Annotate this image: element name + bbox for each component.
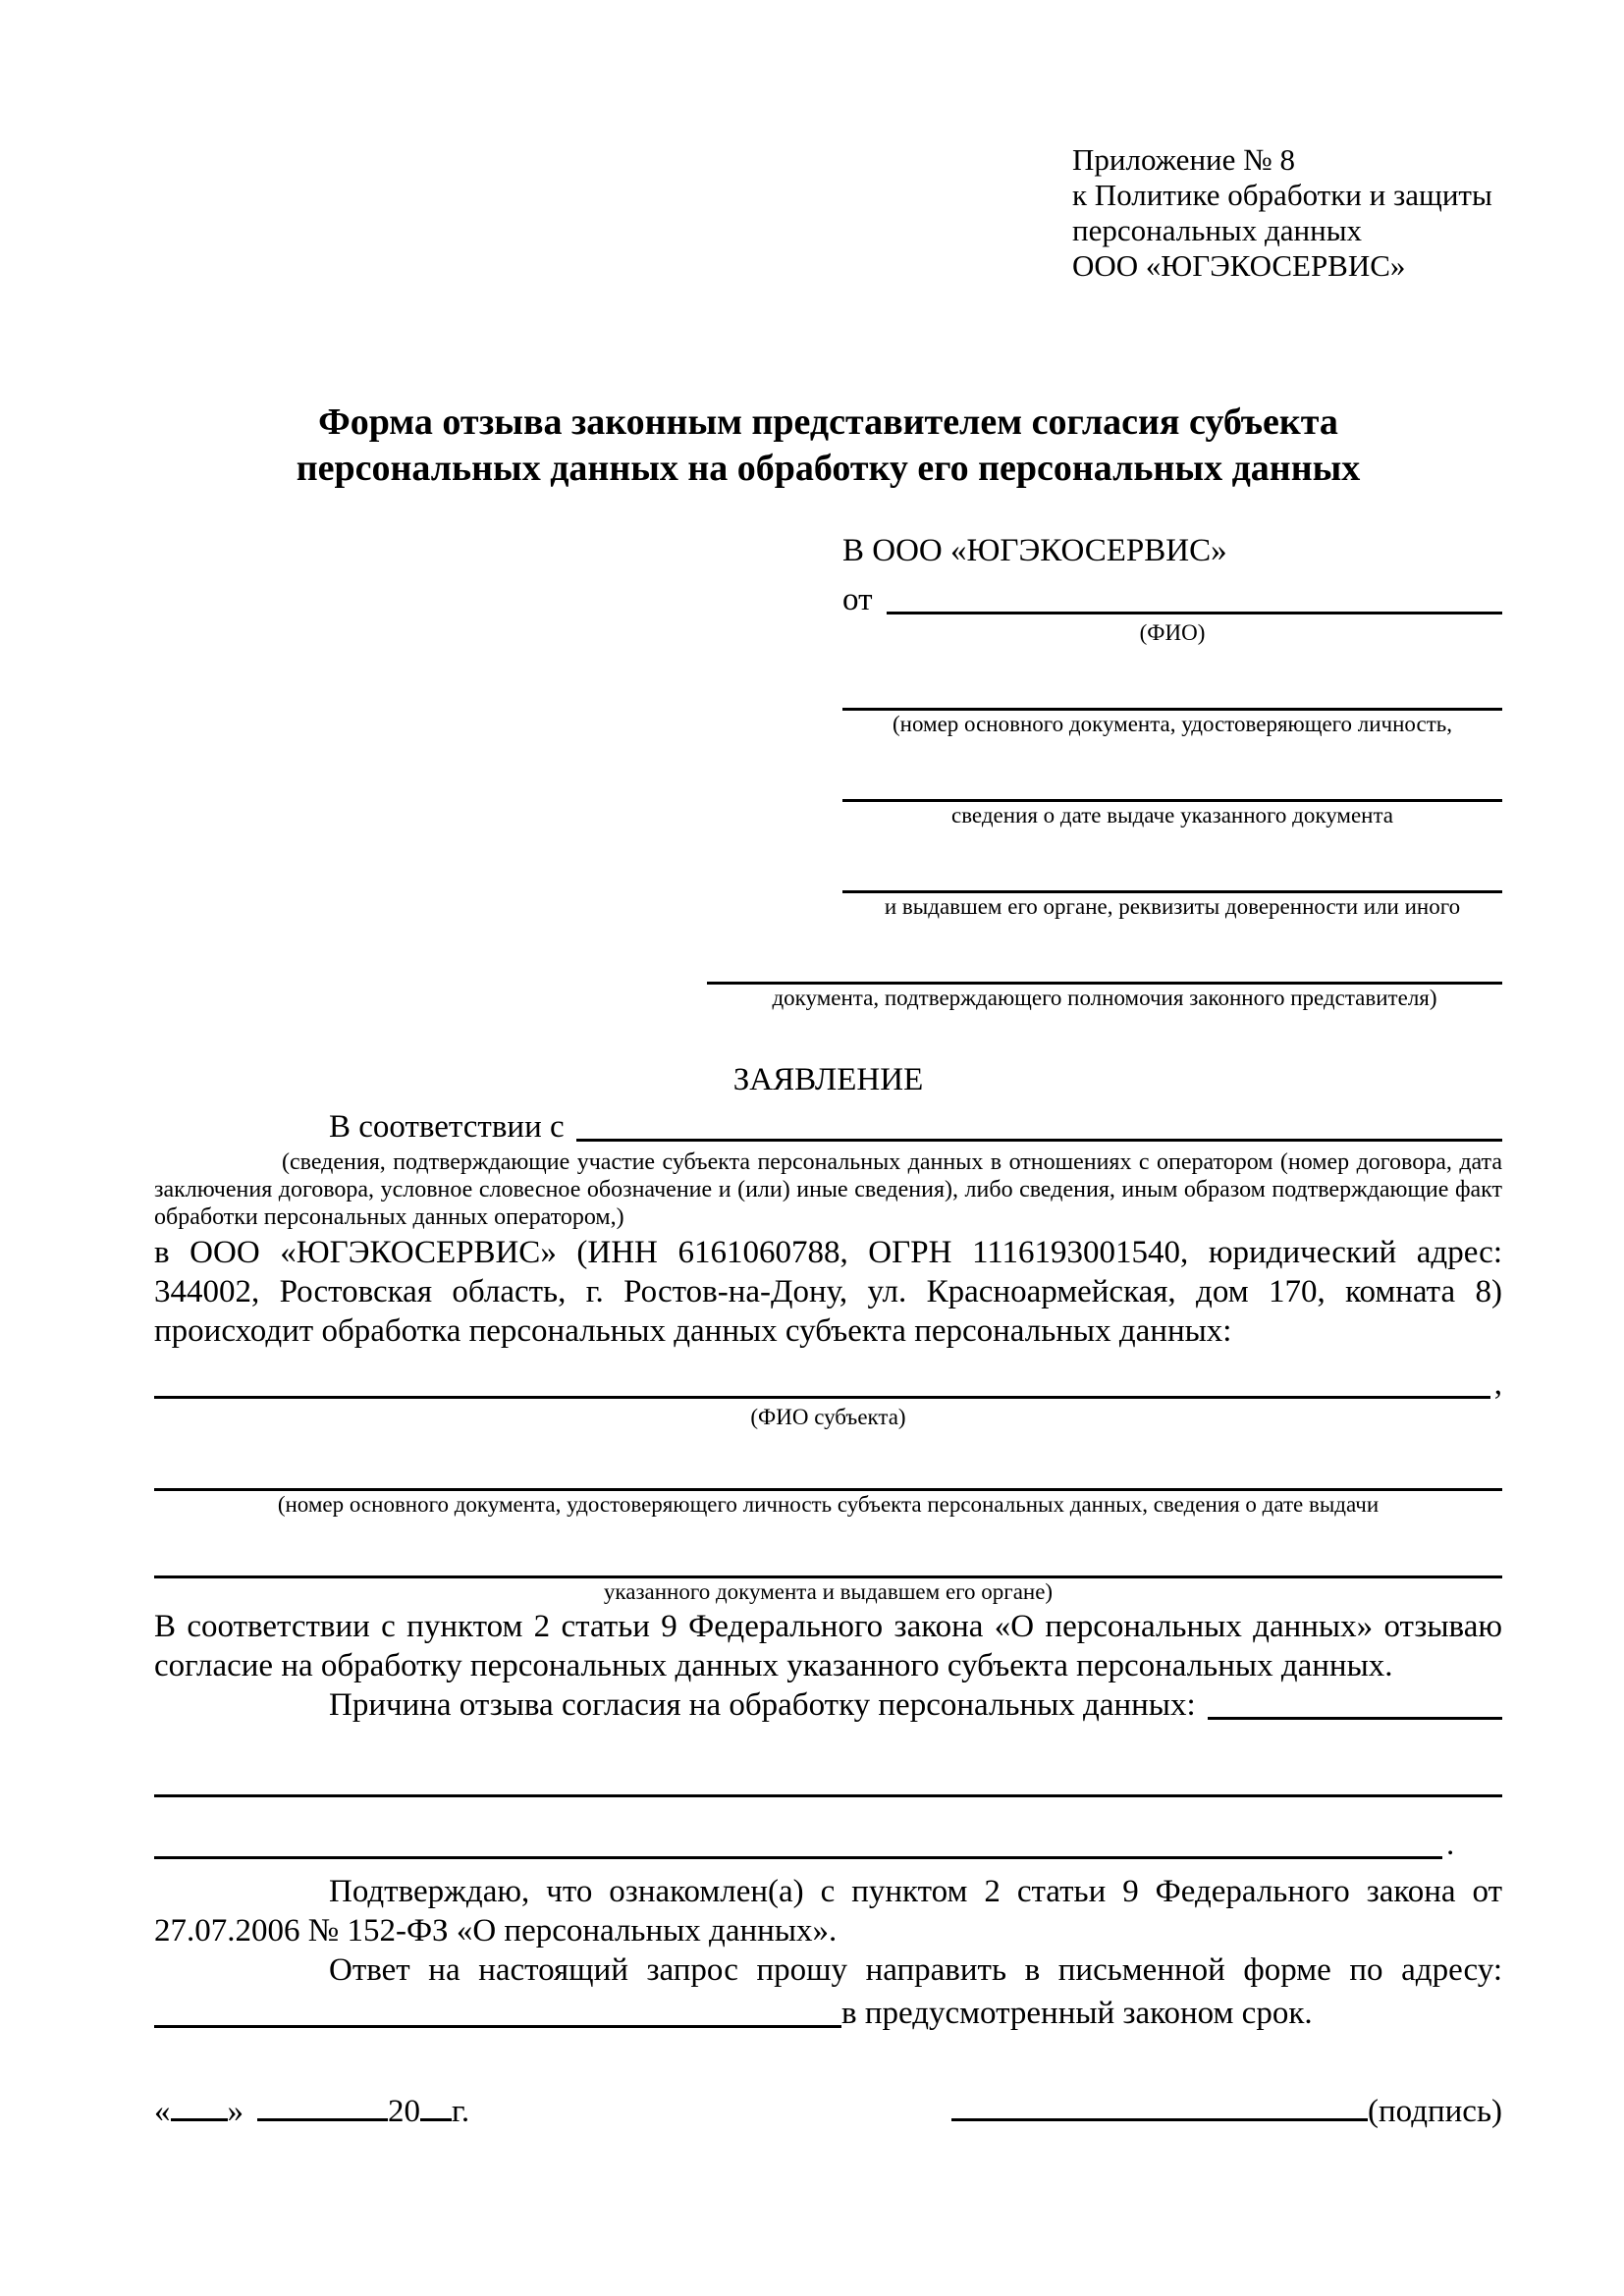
representative-doc-field-line	[842, 767, 1502, 802]
fine-print-note: (сведения, подтверждающие участие субъекта персональных данных в отношениях с оператором (номер договора, дата заключения договора, условное словесное обозначение и (или) иные сведения), либо сведения, иным образом подтверждающие факт обработки персональных данных оператором,)	[154, 1149, 1502, 1230]
addressee-block	[772, 531, 1502, 1011]
date-year-prefix: 20	[388, 2094, 420, 2129]
reply-address-field-line	[154, 2025, 841, 2028]
representative-doc-caption: сведения о дате выдаче указанного документа	[950, 803, 1394, 828]
operator-paragraph: в ООО «ЮГЭКОСЕРВИС» (ИНН 6161060788, ОГРН 1116193001540, юридический адрес: 344002, Ростовская область, г. Ростов-на-Дону, ул. Красноармейская, дом 170, комната 8) происходит обработка персональных данных субъекта персональных данных:	[154, 1235, 1502, 1349]
representative-doc-field	[842, 675, 1502, 737]
reason-field-line	[1208, 1717, 1502, 1720]
statement-heading: ЗАЯВЛЕНИЕ	[732, 1062, 924, 1097]
date-year-field-line	[420, 2117, 452, 2121]
appendix-line: персональных данных	[1072, 213, 1363, 247]
representative-doc-caption: документа, подтверждающего полномочия законного представителя)	[772, 986, 1437, 1010]
reply-address-row	[154, 1994, 1502, 2033]
confirm-paragraph: Подтверждаю, что ознакомлен(а) с пунктом 2 статьи 9 Федерального закона от 27.07.2006 № 152-ФЗ «О персональных данных».	[154, 1874, 1502, 1949]
representative-doc-caption: (номер основного документа, удостоверяющего личность,	[892, 712, 1452, 736]
subject-fio-field-line	[154, 1396, 1490, 1399]
addressee-from-label: от	[842, 582, 873, 617]
representative-doc-field	[707, 949, 1502, 1011]
fio-caption: (ФИО)	[1139, 620, 1206, 645]
reason-label: Причина отзыва согласия на обработку персональных данных:	[329, 1687, 1196, 1723]
representative-doc-caption: и выдавшем его органе, реквизиты доверенности или иного	[884, 894, 1461, 919]
in-accordance-row	[154, 1107, 1502, 1147]
signature-date-row	[154, 2092, 1502, 2131]
reply-request-tail: в предусмотренный законом срок.	[841, 1996, 1313, 2031]
appendix-line: Приложение № 8	[1072, 142, 1295, 177]
in-accordance-label: В соответствии с	[329, 1109, 565, 1145]
signature-field-line	[951, 2117, 1368, 2121]
document-title	[154, 400, 1502, 492]
date-open-quote: «	[154, 2094, 171, 2129]
signature-caption: (подпись)	[1368, 2094, 1502, 2129]
reply-request-paragraph: Ответ на настоящий запрос прошу направить в письменной форме по адресу:	[329, 1952, 1502, 1988]
date-close-quote: »	[227, 2094, 244, 2129]
subject-fio-tail: ,	[1493, 1366, 1502, 1402]
representative-doc-field-line	[842, 858, 1502, 893]
appendix-line: к Политике обработки и защиты	[1072, 178, 1492, 212]
representative-doc-field	[842, 858, 1502, 920]
withdraw-paragraph: В соответствии с пунктом 2 статьи 9 Федерального закона «О персональных данных» отзываю согласие на обработку персональных данных указанного субъекта персональных данных.	[154, 1609, 1502, 1683]
subject-doc-caption: (номер основного документа, удостоверяющего личность субъекта персональных данных, сведения о дате выдачи	[277, 1492, 1380, 1517]
appendix-block	[1072, 142, 1504, 284]
date-month-field-line	[257, 2117, 388, 2121]
date-group	[154, 2092, 469, 2131]
document-title-line: персональных данных на обработку его персональных данных	[296, 448, 1361, 489]
subject-doc-caption: указанного документа и выдавшем его органе)	[603, 1579, 1054, 1604]
signature-group	[951, 2092, 1502, 2131]
reason-extra-tail: .	[1446, 1827, 1455, 1862]
representative-doc-field	[842, 767, 1502, 828]
reason-row	[154, 1685, 1502, 1725]
document-title-line: Форма отзыва законным представителем согласия субъекта	[318, 401, 1338, 443]
representative-doc-field-line	[707, 949, 1502, 985]
reason-extra-field-line	[154, 1764, 1502, 1797]
subject-doc-field-line	[154, 1456, 1502, 1491]
addressee-from-row	[842, 580, 1502, 619]
date-year-suffix: г.	[452, 2094, 470, 2129]
subject-fio-row	[154, 1364, 1502, 1404]
in-accordance-field-line	[576, 1139, 1502, 1142]
subject-doc-field-line	[154, 1543, 1502, 1578]
subject-fio-caption: (ФИО субъекта)	[750, 1405, 906, 1429]
representative-doc-field-line	[842, 675, 1502, 711]
reason-extra-field-line	[154, 1856, 1442, 1859]
addressee-to: В ООО «ЮГЭКОСЕРВИС»	[842, 533, 1227, 568]
representative-name-field-line	[887, 612, 1503, 614]
appendix-line: ООО «ЮГЭКОСЕРВИС»	[1072, 248, 1406, 283]
reason-extra-row	[154, 1825, 1502, 1864]
date-day-field-line	[171, 2117, 228, 2121]
